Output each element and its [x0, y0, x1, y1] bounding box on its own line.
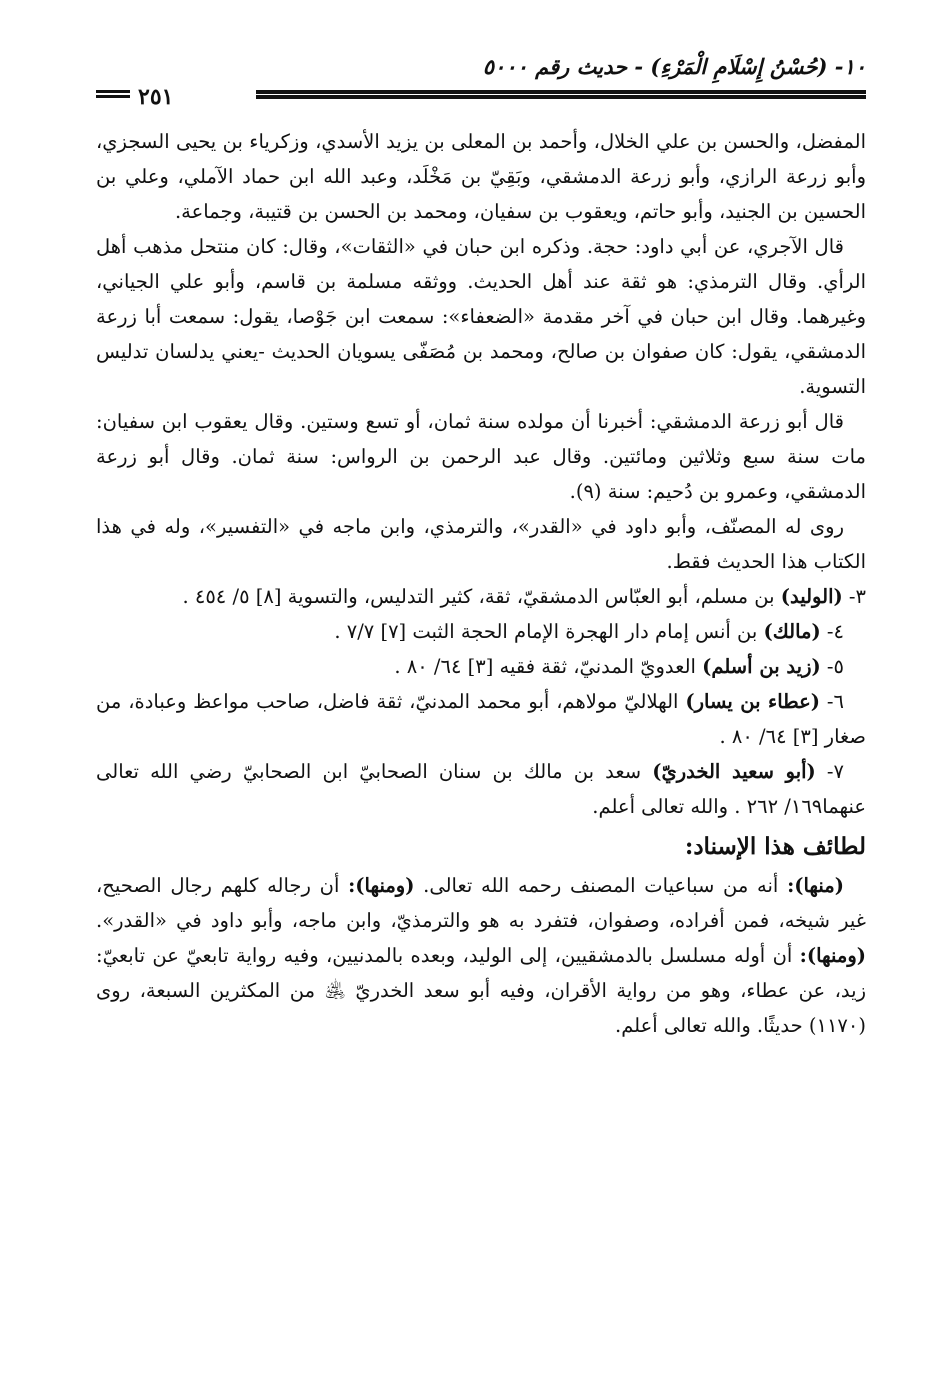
header-rule — [256, 90, 866, 94]
narrator-text: الهلاليّ مولاهم، أبو محمد المدنيّ، ثقة فاضل، صاحب مواعظ وعبادة، من صغار [٣] ٦٤/ ٨٠ . — [96, 690, 866, 748]
narrator-entry — [96, 579, 866, 614]
narrator-text: العدويّ المدنيّ، ثقة فقيه [٣] ٦٤/ ٨٠ . — [394, 655, 696, 678]
page-header — [96, 40, 866, 110]
narrator-name: (الوليد) — [780, 585, 843, 608]
paragraph-students: المفضل، والحسن بن علي الخلال، وأحمد بن المعلى بن يزيد الأسدي، وزكرياء بن يحيى السجزي، وأبو زرعة الرازي، وأبو زرعة الدمشقي، وبَقِيّ بن مَخْلَد، وعبد الله ابن حماد الآملي، وعلي بن الحسين بن الجنيد، وأبو حاتم، ويعقوب بن سفيان، ومحمد بن الحسن بن قتيبة، وجماعة. — [96, 130, 866, 223]
narrator-number: ٣- — [848, 585, 866, 608]
narrator-number: ٧- — [826, 760, 844, 783]
narrator-name: (زيد بن أسلم) — [702, 655, 821, 678]
paragraph-birth-death: قال أبو زرعة الدمشقي: أخبرنا أن مولده سنة ثمان، أو تسع وستين. وقال يعقوب ابن سفيان: مات سنة سبع وثلاثين ومائتين. وقال عبد الرحمن بن الرواس: سنة ثمان. وقال أبو زرعة الدمشقي، وعمرو بن دُحيم: سنة (٩). — [96, 410, 866, 503]
narrator-entry — [96, 754, 866, 824]
book-page — [96, 40, 866, 1043]
narrator-entry — [96, 684, 866, 754]
narrator-text: سعد بن مالك بن سنان الصحابيّ ابن الصحابيّ رضي الله تعالى عنهما١٦٩/ ٢٦٢ . والله تعالى أعلم. — [96, 760, 866, 818]
section-title: لطائف هذا الإسناد: — [684, 833, 866, 860]
narrator-text: بن أنس إمام دار الهجرة الإمام الحجة الثبت [٧] ٧/٧ . — [334, 620, 758, 643]
narrator-name: (مالك) — [763, 620, 821, 643]
narrator-text: بن مسلم، أبو العبّاس الدمشقيّ، ثقة، كثير التدليس، والتسوية [٨] ٥/ ٤٥٤ . — [182, 585, 775, 608]
section-paragraph — [96, 868, 866, 1043]
point-text: أن أوله مسلسل بالدمشقيين، إلى الوليد، وبعده بالمدنيين، وفيه رواية تابعيّ عن تابعيّ: زيد، عن عطاء، وهو من رواية الأقران، وفيه أبو سعد الخدريّ ﵁ من المكثرين السبعة، روى (١١٧٠) حديثًا. والله تعالى أعلم. — [96, 944, 866, 1037]
narrator-name: (عطاء بن يسار) — [685, 690, 821, 713]
point-text: أنه من سباعيات المصنف رحمه الله تعالى. — [414, 874, 788, 897]
narrator-number: ٦- — [826, 690, 844, 713]
paragraph-grading: قال الآجري، عن أبي داود: حجة. وذكره ابن حبان في «الثقات»، وقال: كان منتحل مذهب أهل الرأي. وقال الترمذي: هو ثقة عند أهل الحديث. ووثقه مسلمة بن قاسم، وأبو علي الجياني، وغيرهما. وقال ابن حبان في آخر مقدمة «الضعفاء»: سمعت ابن جَوْصا، يقول: سمعت أبا زرعة الدمشقي، يقول: كان صفوان بن صالح، ومحمد بن مُصَفّى يسويان الحديث -يعني يدلسان تدليس التسوية. — [96, 235, 866, 398]
narrator-entry — [96, 614, 866, 649]
point-label: (منها): — [787, 874, 844, 897]
page-number: ٢٥١ — [138, 84, 174, 110]
narrator-entry — [96, 649, 866, 684]
point-label: (ومنها): — [799, 944, 866, 967]
narrator-name: (أبو سعيد الخدريّ) — [652, 760, 816, 783]
body-text — [96, 124, 866, 1043]
paragraph-narrated-by: روى له المصنّف، وأبو داود في «القدر»، والترمذي، وابن ماجه في «التفسير»، وله في هذا الكتاب هذا الحديث فقط. — [96, 515, 866, 573]
page-number-rule — [96, 90, 130, 93]
running-head: ١٠- (حُسْنُ إِسْلَامِ الْمَرْءِ) - حديث رقم ٥٠٠٠ — [482, 54, 866, 79]
point-label: (ومنها): — [348, 874, 415, 897]
point-text: أن رجاله كلهم رجال الصحيح، غير شيخه، فمن أفراده، وصفوان، فتفرد به هو والترمذيّ، وابن ماجه، وأبو داود في «القدر». — [96, 874, 866, 932]
narrator-number: ٤- — [826, 620, 844, 643]
narrator-number: ٥- — [826, 655, 844, 678]
